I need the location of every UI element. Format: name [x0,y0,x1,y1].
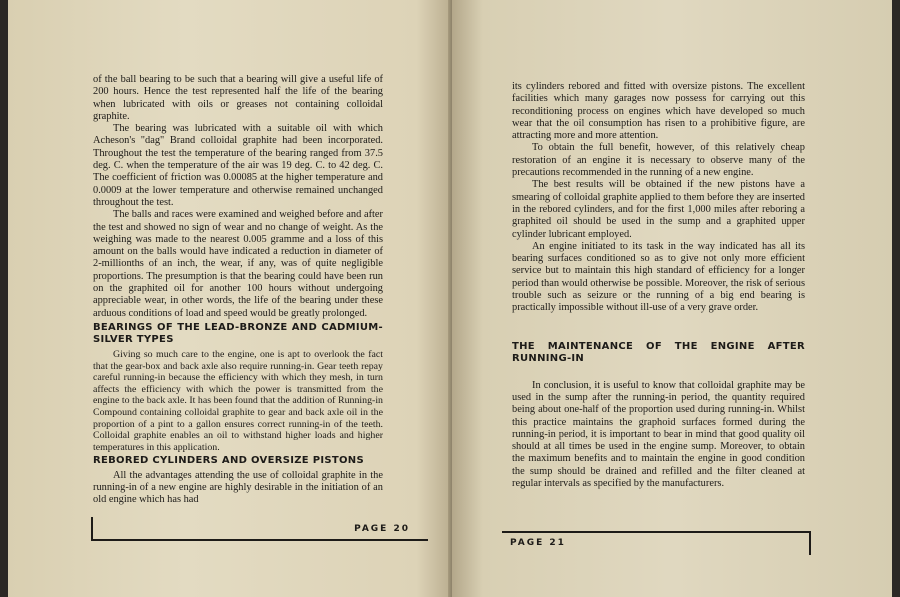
paragraph-bearings: Giving so much care to the engine, one is apt to overlook the fact that the gear-box and back axle also require running-in. Gear teeth repay careful running-in because the efficiency with which they mesh, in turn affects the efficiency with which the power is transmitted from the engine to the back axle. It has been found that the addition of Running-in Compound containing colloidal graphite to gear and back axle oil in the proportion of a pint to a gallon ensures correct running-in of the teeth. Colloidal graphite enables an oil to withstand higher loads and higher temperatures in this application. [93,348,383,453]
page-number-right: PAGE 21 [510,538,566,548]
left-footer-rule [91,517,428,541]
left-paragraph-2: The bearing was lubricated with a suitable oil with which Acheson's "dag" Brand colloidal graphite had been incorporated. Throughout the test the temperature of the bearing ranged from 37.5 deg. C. when the temperature of the air was 19 deg. C. to 42 deg. C. The coefficient of friction was 0.00085 at the higher temperature and 0.0009 at the lower temperature and otherwise remained unchanged throughout the test. [93,123,383,208]
right-text-column [512,81,805,490]
right-paragraph-2: To obtain the full benefit, however, of this relatively cheap restoration of an engine it is necessary to observe many of the precautions recommended in the running of a new engine. [512,142,805,179]
heading-rebored: REBORED CYLINDERS AND OVERSIZE PISTONS [93,455,364,467]
paragraph-rebored: All the advantages attending the use of colloidal graphite in the running-in of a new engine are highly desirable in the initiation of an old engine which has had [93,469,383,506]
right-page [452,0,892,597]
heading-maintenance: THE MAINTENANCE OF THE ENGINE AFTER RUNNING-IN [512,340,805,365]
right-paragraph-3: The best results will be obtained if the new pistons have a smearing of colloidal graphite applied to them before they are inserted in the rebored cylinders, and for the first 1,000 miles after reboring a graphited oil should be used in the sump and a graphited upper cylinder lubricant employed. [512,179,805,240]
left-text-column [93,74,383,507]
left-paragraph-1: of the ball bearing to be such that a bearing will give a useful life of 200 hours. Hence the test represented half the life of the bearing when lubricated with oils or greases not containing colloidal graphite. [93,74,383,122]
paragraph-maintenance: In conclusion, it is useful to know that colloidal graphite may be used in the sump after the running-in period, the quantity required being about one-half of the proportion used during running-in. Whilst this practice maintains the graphoid surfaces formed during the running-in period, it is important to bear in mind that good quality oil should at all times be used in the engine sump. Moreover, to obtain the maximum benefits and to maintain the engine in good condition the sump should be drained and refilled and the filter cleaned at regular intervals as specified by the manufacturers. [512,379,805,490]
left-page [8,0,452,597]
heading-bearings: BEARINGS OF THE LEAD-BRONZE AND CADMIUM-SILVER TYPES [93,321,383,346]
right-footer-rule [502,531,811,555]
right-paragraph-4: An engine initiated to its task in the way indicated has all its bearing surfaces conditioned so as to give not only more efficient service but to maintain this high standard of efficiency for a longer period than would otherwise be possible. Moreover, the risk of serious trouble such as seizure or the running of a big end bearing is practically impossible without ill-use of a very grave order. [512,240,805,314]
page-number-left: PAGE 20 [354,524,410,534]
left-paragraph-3: The balls and races were examined and weighed before and after the test and showed no sign of wear and no change of weight. As the weighing was made to the nearest 0.005 gramme and a loss of this amount on the balls would have indicated a reduction in diameter of 2-millionths of an inch, the wear, if any, was of quite negligible proportions. The presumption is that the bearing could have been run on the graphited oil for another 100 hours without undergoing appreciable wear, in other words, the life of the bearing under these arduous conditions of load and speed would be greatly prolonged. [93,209,383,319]
right-paragraph-1: its cylinders rebored and fitted with oversize pistons. The excellent facilities which many garages now possess for carrying out this reconditioning process on engines which have developed so much wear that the oil consumption has risen to a prohibitive figure, are attracting more and more attention. [512,81,805,142]
